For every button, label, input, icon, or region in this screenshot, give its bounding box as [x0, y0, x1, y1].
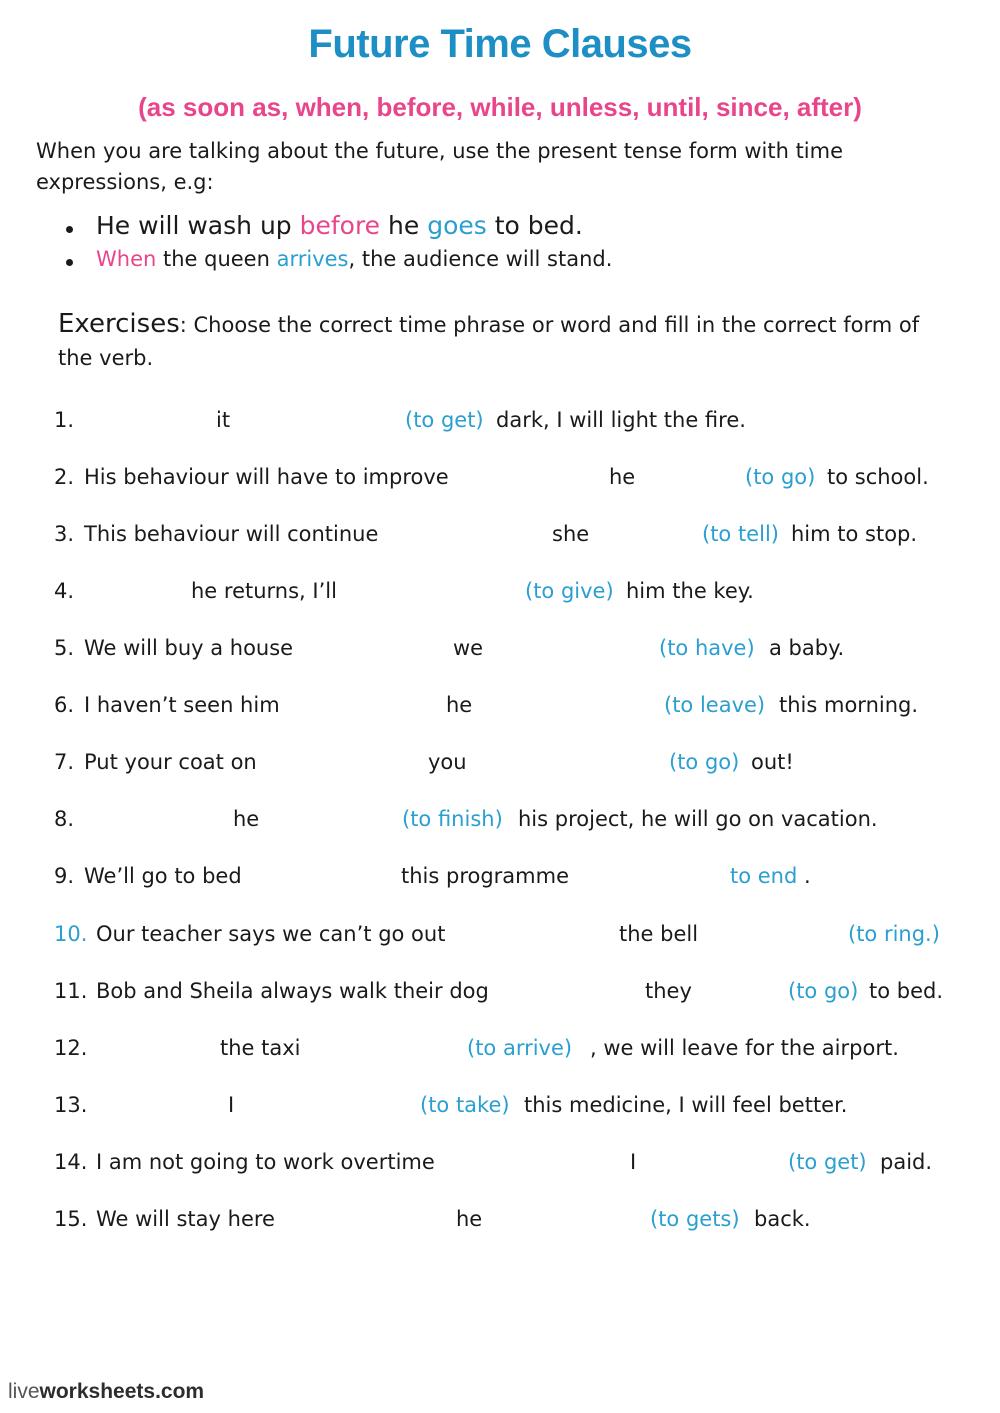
- exercise-number: 15.: [54, 1207, 88, 1231]
- exercise-rest: a baby.: [769, 636, 845, 660]
- exercise-verb: to end: [730, 864, 798, 888]
- exercise-number: 14.: [54, 1150, 88, 1174]
- exercise-verb: (to go): [745, 465, 816, 489]
- exercise-number: 12.: [54, 1036, 88, 1060]
- exercise-rest: out!: [751, 750, 794, 774]
- exercise-number: 8.: [54, 807, 75, 831]
- exercise-number: 5.: [54, 636, 75, 660]
- exercise-clause: Our teacher says we can’t go out: [96, 922, 446, 946]
- exercise-subject: the taxi: [220, 1036, 301, 1060]
- exercise-verb: (to go): [669, 750, 740, 774]
- exercise-verb: (to leave): [664, 693, 766, 717]
- exercise-clause: We’ll go to bed: [84, 864, 242, 888]
- exercise-clause: I am not going to work overtime: [96, 1150, 435, 1174]
- exercise-subject: she: [552, 522, 590, 546]
- exercise-clause: His behaviour will have to improve: [84, 465, 449, 489]
- exercise-subject: we: [453, 636, 484, 660]
- bullet-dot-icon: [66, 226, 73, 233]
- footer-logo[interactable]: liveworksheets.com: [8, 1380, 205, 1403]
- exercise-subject: he: [446, 693, 473, 717]
- exercise-number: 6.: [54, 693, 75, 717]
- exercise-subject: this programme: [401, 864, 570, 888]
- exercise-verb: (to get): [788, 1150, 867, 1174]
- exercise-rest: to bed.: [869, 979, 944, 1003]
- subtitle-conjunctions: (as soon as, when, before, while, unless, until, since, after): [138, 92, 862, 122]
- exercise-subject: I: [228, 1093, 235, 1117]
- exercise-rest: to school.: [827, 465, 929, 489]
- exercise-subject: you: [428, 750, 467, 774]
- exercise-subject: I: [630, 1150, 637, 1174]
- exercise-clause: I haven’t seen him: [84, 693, 280, 717]
- exercise-verb: (to gets): [650, 1207, 740, 1231]
- exercise-clause: This behaviour will continue: [84, 522, 379, 546]
- exercise-verb: (to give): [525, 579, 614, 603]
- exercise-rest: this morning.: [779, 693, 919, 717]
- exercise-number: 9.: [54, 864, 75, 888]
- exercise-rest: this medicine, I will feel better.: [524, 1093, 848, 1117]
- exercise-rest: dark, I will light the fire.: [496, 408, 746, 432]
- exercise-number: 3.: [54, 522, 75, 546]
- exercise-rest: , we will leave for the airport.: [590, 1036, 899, 1060]
- exercise-verb: (to have): [659, 636, 755, 660]
- exercise-verb: (to ring.): [848, 922, 940, 946]
- exercise-number: 7.: [54, 750, 75, 774]
- exercise-clause: We will buy a house: [84, 636, 294, 660]
- exercise-verb: (to go): [788, 979, 859, 1003]
- exercise-clause: We will stay here: [96, 1207, 275, 1231]
- exercise-rest: paid.: [880, 1150, 933, 1174]
- exercise-subject: he: [609, 465, 636, 489]
- exercise-number: 2.: [54, 465, 75, 489]
- exercise-clause: Bob and Sheila always walk their dog: [96, 979, 489, 1003]
- exercise-subject: he returns, I’ll: [191, 579, 337, 603]
- bullet-dot-icon: [66, 259, 73, 266]
- exercise-subject: the bell: [619, 922, 699, 946]
- intro-text: When you are talking about the future, use the present tense form with time expressions, e.g:: [36, 139, 844, 194]
- exercise-rest: his project, he will go on vacation.: [518, 807, 878, 831]
- exercise-rest: him the key.: [626, 579, 754, 603]
- exercise-clause: Put your coat on: [84, 750, 257, 774]
- exercise-subject: he: [233, 807, 260, 831]
- exercise-subject: they: [645, 979, 692, 1003]
- exercise-verb: (to take): [420, 1093, 510, 1117]
- exercise-rest: .: [804, 864, 811, 888]
- exercise-number: 1.: [54, 408, 75, 432]
- exercise-number: 10.: [54, 922, 88, 946]
- exercise-number: 4.: [54, 579, 75, 603]
- exercise-verb: (to arrive): [467, 1036, 573, 1060]
- exercise-verb: (to tell): [702, 522, 779, 546]
- exercise-number: 11.: [54, 979, 88, 1003]
- exercise-subject: it: [216, 408, 231, 432]
- exercise-subject: he: [456, 1207, 483, 1231]
- exercise-verb: (to get): [405, 408, 484, 432]
- exercise-verb: (to finish): [402, 807, 503, 831]
- exercise-rest: back.: [754, 1207, 811, 1231]
- exercise-rest: him to stop.: [791, 522, 918, 546]
- exercises-instruction: Exercises: Choose the correct time phrase or word and fill in the correct form of the verb.: [58, 309, 920, 370]
- page-title: Future Time Clauses: [308, 22, 692, 66]
- exercise-number: 13.: [54, 1093, 88, 1117]
